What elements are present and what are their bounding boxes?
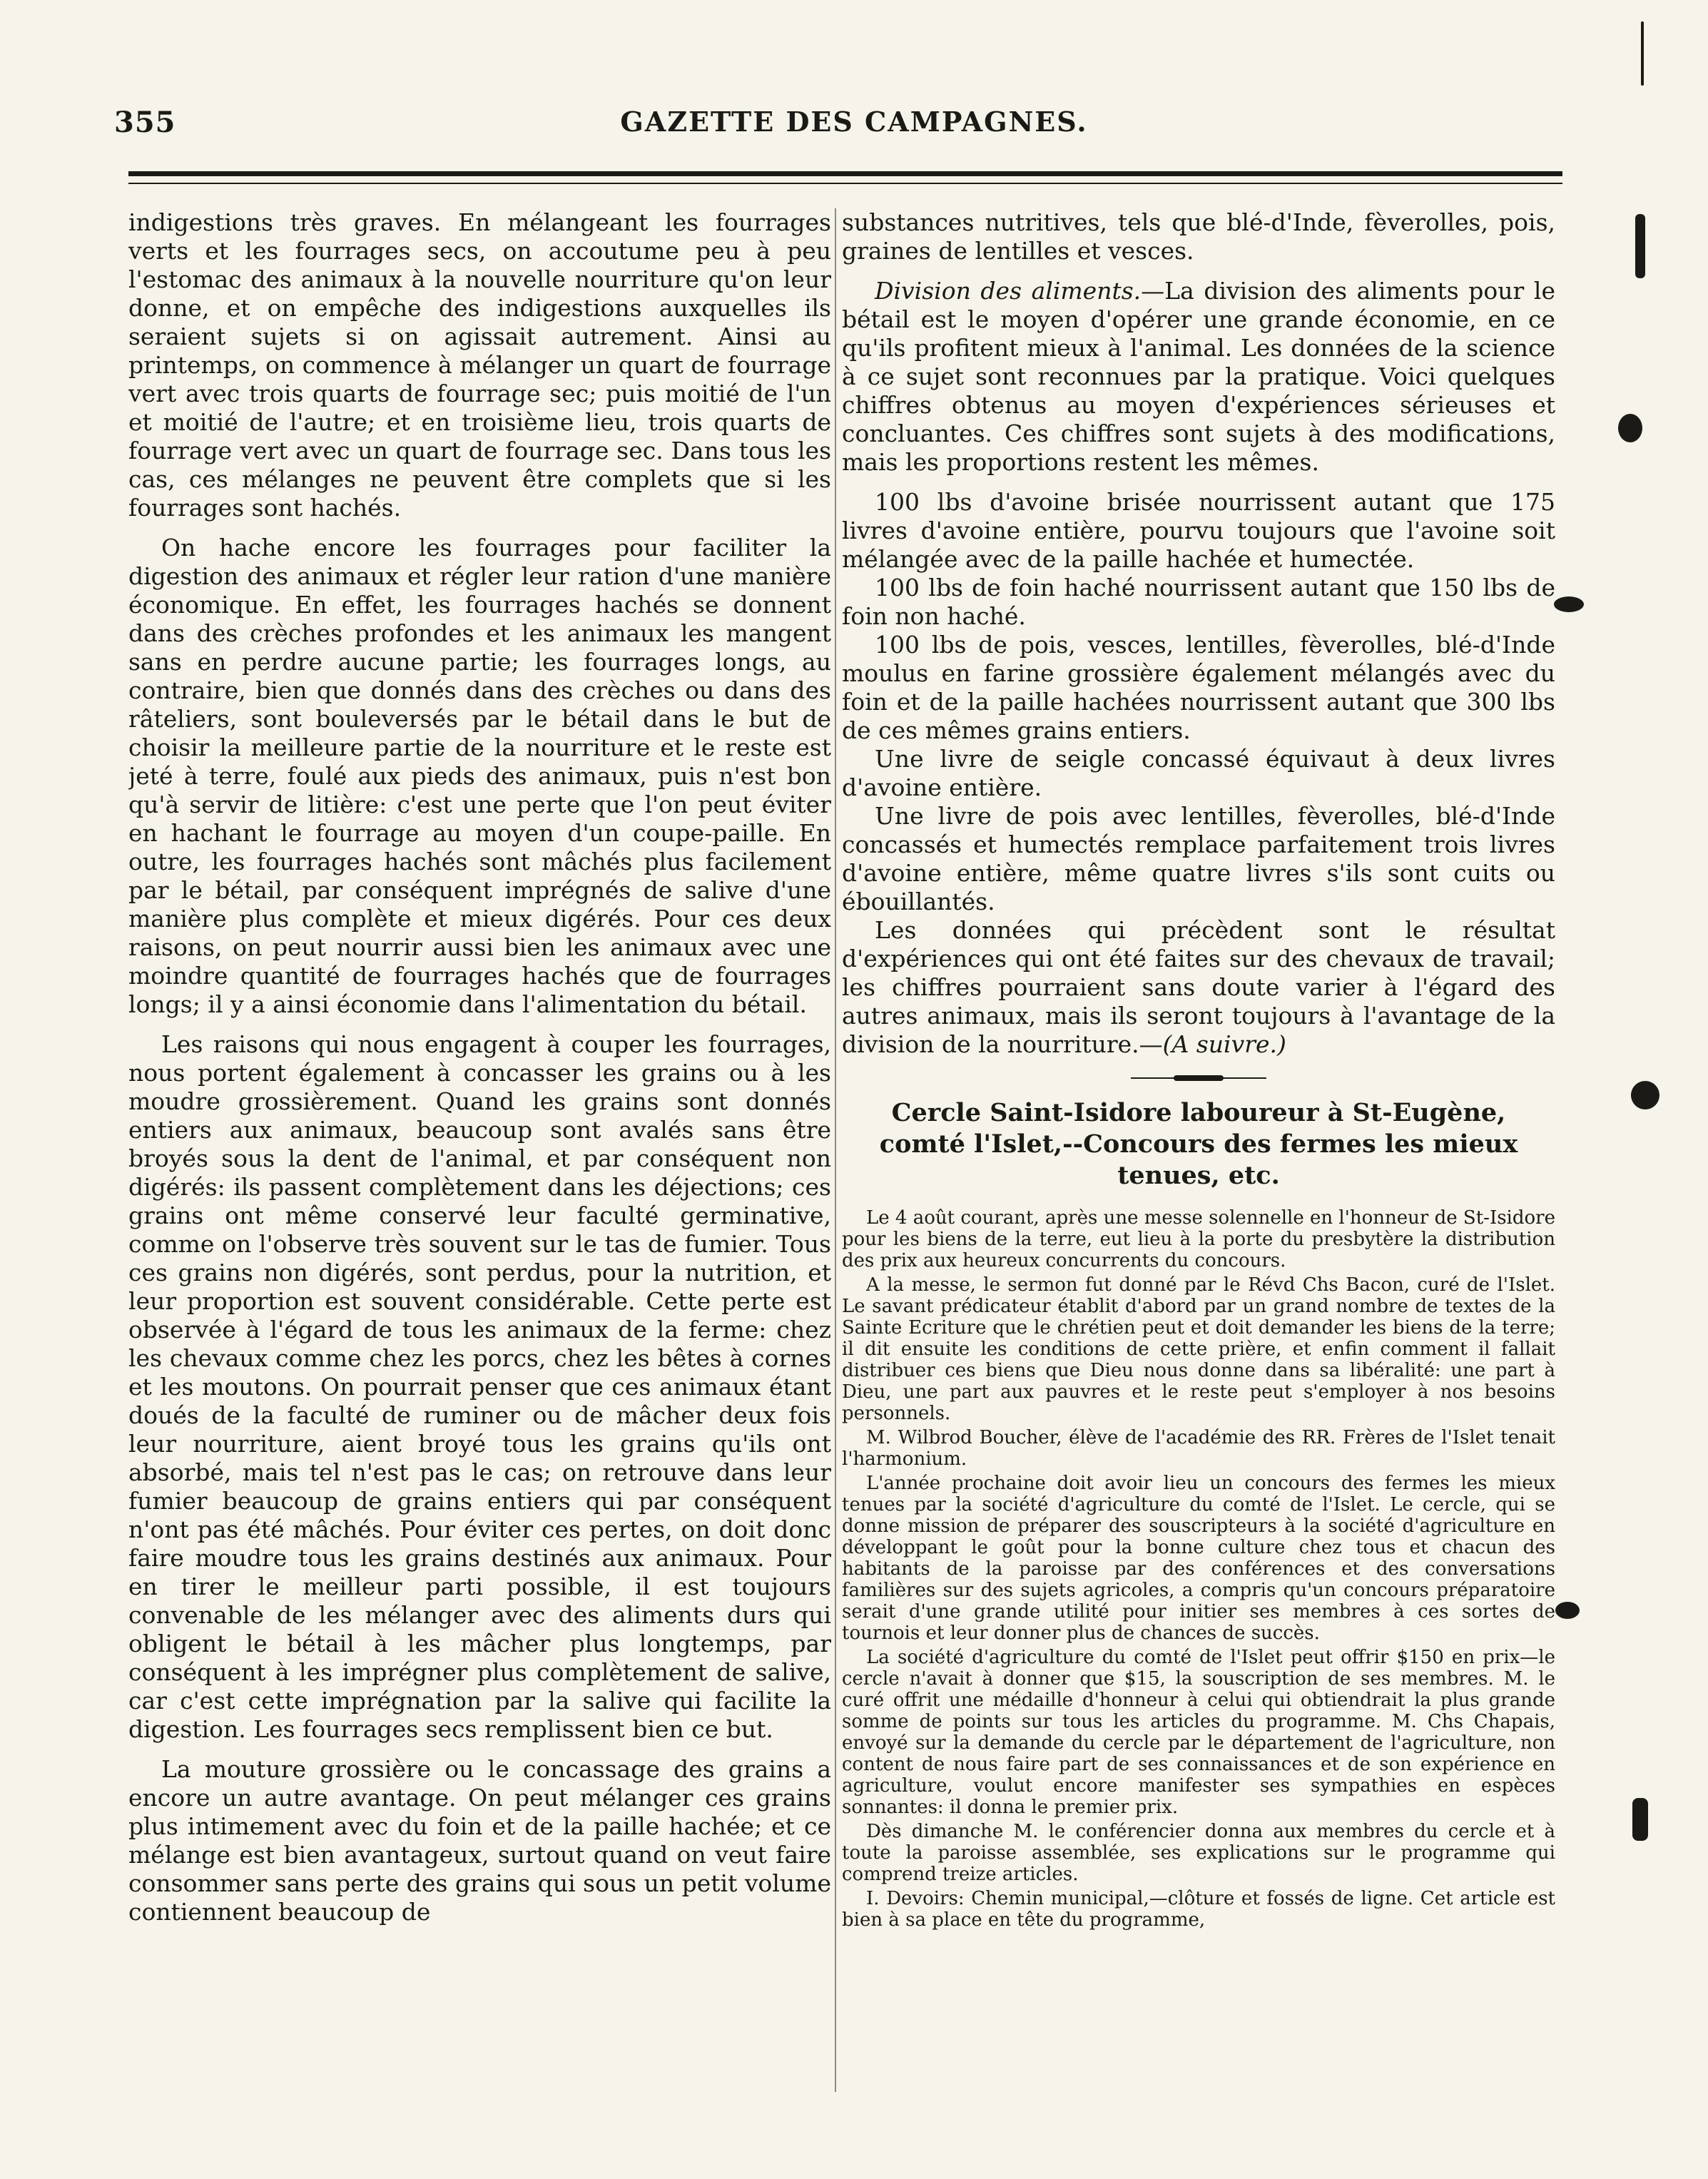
figure-2: 100 lbs de foin haché nourrissent autant que 150 lbs de foin non haché.: [842, 574, 1555, 630]
figure-1: 100 lbs d'avoine brisée nourrissent autant que 175 livres d'avoine entière, pourvu toujours que l'avoine soit mélangée avec de la paille hachée et humectée.: [842, 488, 1555, 573]
left-paragraph-4: La mouture grossière ou le concassage des grains a encore un autre avantage. On peut mélanger ces grains plus intimement avec du foin et de la paille hachée; et ce mélange est bien avantageux, surtout quand on veut faire consommer sans perte des grains qui sous un petit volume contiennent beaucoup de: [128, 1755, 831, 1926]
left-paragraph-1: indigestions très graves. En mélangeant les fourrages verts et les fourrages secs, on accoutume peu à peu l'estomac des animaux à la nouvelle nourriture qu'on leur donne, et on empêche des indigestions auxquelles ils seraient sujets si on agissait autrement. Ainsi au printemps, on commence à mélanger un quart de fourrage vert avec trois quarts de fourrage sec; puis moitié de l'un et moitié de l'autre; et en troisième lieu, trois quarts de fourrage vert avec un quart de fourrage sec. Dans tous les cas, ces mélanges ne peuvent être complets que si les fourrages sont hachés.: [128, 208, 831, 522]
article-paragraph-1: Le 4 août courant, après une messe solennelle en l'honneur de St-Isidore pour les biens de la terre, eut lieu à la porte du presbytère la distribution des prix aux heureux concurrents du concours.: [842, 1207, 1555, 1271]
division-title: Division des aliments.: [875, 277, 1142, 305]
article-paragraph-2: A la messe, le sermon fut donné par le Révd Chs Bacon, curé de l'Islet. Le savant prédicateur établit d'abord par un grand nombre de textes de la Sainte Ecriture que le chrétien peut et doit demander les biens de la terre; il dit ensuite les conditions de cette prière, et enfin comment il fallait distribuer ces biens que Dieu nous donne dans sa libéralité: une part à Dieu, une part aux pauvres et le reste peut s'employer à nos besoins personnels.: [842, 1274, 1555, 1424]
section-ornament: [1131, 1075, 1266, 1082]
ink-blot: [1635, 214, 1645, 278]
article-paragraph-5: La société d'agriculture du comté de l'Islet peut offrir $150 en prix—le cercle n'avait à donner que $15, la souscription de ses membres. M. le curé offrit une médaille d'honneur à celui qui obtiendrait la plus grande somme de points sur tous les articles du programme. M. Chs Chapais, envoyé sur la demande du cercle par le département de l'agriculture, non content de nous faire part de ses connaissances et de son expérience en agriculture, voulut encore manifester ses sympathies en espèces sonnantes: il donna le premier prix.: [842, 1647, 1555, 1818]
article-paragraph-4: L'année prochaine doit avoir lieu un concours des fermes les mieux tenues par la société d'agriculture du comté de l'Islet. Le cercle, qui se donne mission de préparer des souscripteurs à la société d'agriculture en développant le goût pour la bonne culture chez tous et chacun des habitants de la paroisse par des conférences et des conversations familières sur des sujets agricoles, a compris qu'un concours préparatoire serait d'une grande utilité pour initier ses membres à ces sortes de tournois et leur donner plus de chances de succès.: [842, 1473, 1555, 1644]
right-column: [842, 208, 1555, 2092]
column-divider: [835, 208, 836, 2092]
ink-blot: [1632, 1798, 1648, 1841]
division-paragraph: [842, 277, 1555, 477]
ink-blot: [1554, 596, 1584, 612]
article-paragraph-7: I. Devoirs: Chemin municipal,—clôture et fossés de ligne. Cet article est bien à sa place en tête du programme,: [842, 1888, 1555, 1931]
division-text: —La division des aliments pour le bétail est le moyen d'opérer une grande économie, en ce qu'ils profitent mieux à l'animal. Les données de la science à ce sujet sont reconnues par la pratique. Voici quelques chiffres obtenus au moyen d'expériences sérieuses et concluantes. Ces chiffres sont sujets à des modifications, mais les proportions restent les mêmes.: [842, 277, 1555, 476]
figure-5: Une livre de pois avec lentilles, fèverolles, blé-d'Inde concassés et humectés remplace parfaitement trois livres d'avoine entière, même quatre livres s'ils sont cuits ou ébouillantés.: [842, 802, 1555, 915]
page-number: 355: [114, 106, 176, 139]
ink-blot: [1555, 1602, 1580, 1619]
figure-4: Une livre de seigle concassé équivaut à deux livres d'avoine entière.: [842, 745, 1555, 801]
left-paragraph-2: On hache encore les fourrages pour faciliter la digestion des animaux et régler leur ration d'une manière économique. En effet, les fourrages hachés se donnent dans des crèches profondes et les animaux les mangent sans en perdre aucune partie; les fourrages longs, au contraire, bien que donnés dans des crèches ou dans des râteliers, sont bouleversés par le bétail dans le but de choisir la meilleure partie de la nourriture et le reste est jeté à terre, foulé aux pieds des animaux, puis n'est bon qu'à servir de litière: c'est une perte que l'on peut éviter en hachant le fourrage au moyen d'un coupe-paille. En outre, les fourrages hachés sont mâchés plus facilement par le bétail, par conséquent imprégnés de salive d'une manière plus complète et mieux digérés. Pour ces deux raisons, on peut nourrir aussi bien les animaux avec une moindre quantité de fourrages hachés que de fourrages longs; il y a ainsi économie dans l'alimentation du bétail.: [128, 534, 831, 1018]
closing-text: Les données qui précèdent sont le résultat d'expériences qui ont été faites sur des chevaux de travail; les chiffres pourraient sans doute varier à l'égard des autres animaux, mais ils seront toujours à l'avantage de la division de la nourriture.—: [842, 916, 1555, 1058]
article-body: [842, 1207, 1555, 1931]
left-column: [128, 208, 831, 2092]
header-rule-thick: [128, 171, 1562, 176]
running-title: GAZETTE DES CAMPAGNES.: [620, 106, 1088, 138]
left-paragraph-3: Les raisons qui nous engagent à couper les fourrages, nous portent également à concasser les grains ou à les moudre grossièrement. Quand les grains sont donnés entiers aux animaux, beaucoup sont avalés sans être broyés sous la dent de l'animal, et par conséquent non digérés: ils passent complètement dans les déjections; ces grains ont même conservé leur faculté germinative, comme on l'observe très souvent sur le tas de fumier. Tous ces grains non digérés, sont perdus, pour la nutrition, et leur proportion est souvent considérable. Cette perte est observée à l'égard de tous les animaux de la ferme: chez les chevaux comme chez les porcs, chez les bêtes à cornes et les moutons. On pourrait penser que ces animaux étant doués de la faculté de ruminer ou de mâcher deux fois leur nourriture, aient broyé tous les grains qu'ils ont absorbé, mais tel n'est pas le cas; on retrouve dans leur fumier beaucoup de grains entiers qui par conséquent n'ont pas été mâchés. Pour éviter ces pertes, on doit donc faire moudre tous les grains destinés aux animaux. Pour en tirer le meilleur parti possible, il est toujours convenable de les mélanger avec des aliments durs qui obligent le bétail à les mâcher plus longtemps, par conséquent à les imprégner plus complètement de salive, car c'est cette imprégnation par la salive qui facilite la digestion. Les fourrages secs remplissent bien ce but.: [128, 1030, 831, 1743]
figure-3: 100 lbs de pois, vesces, lentilles, fèverolles, blé-d'Inde moulus en farine grossière également mélangés avec du foin et de la paille hachées nourrissent autant que 300 lbs de ces mêmes grains entiers.: [842, 631, 1555, 744]
article-paragraph-3: M. Wilbrod Boucher, élève de l'académie des RR. Frères de l'Islet tenait l'harmonium.: [842, 1427, 1555, 1470]
ink-blot: [1641, 21, 1644, 86]
header-rule-thin: [128, 183, 1562, 184]
closing-paragraph: [842, 916, 1555, 1059]
right-continuation: substances nutritives, tels que blé-d'Inde, fèverolles, pois, graines de lentilles et vesces.: [842, 208, 1555, 265]
article-heading: Cercle Saint-Isidore laboureur à St-Eugène, comté l'Islet,--Concours des fermes les mieux tenues, etc.: [879, 1098, 1518, 1190]
article-paragraph-6: Dès dimanche M. le conférencier donna aux membres du cercle et à toute la paroisse assemblée, ses explications sur le programme qui comprend treize articles.: [842, 1821, 1555, 1885]
to-follow-note: (A suivre.): [1162, 1030, 1286, 1058]
ink-blot: [1618, 414, 1642, 442]
ink-blot: [1631, 1081, 1659, 1109]
